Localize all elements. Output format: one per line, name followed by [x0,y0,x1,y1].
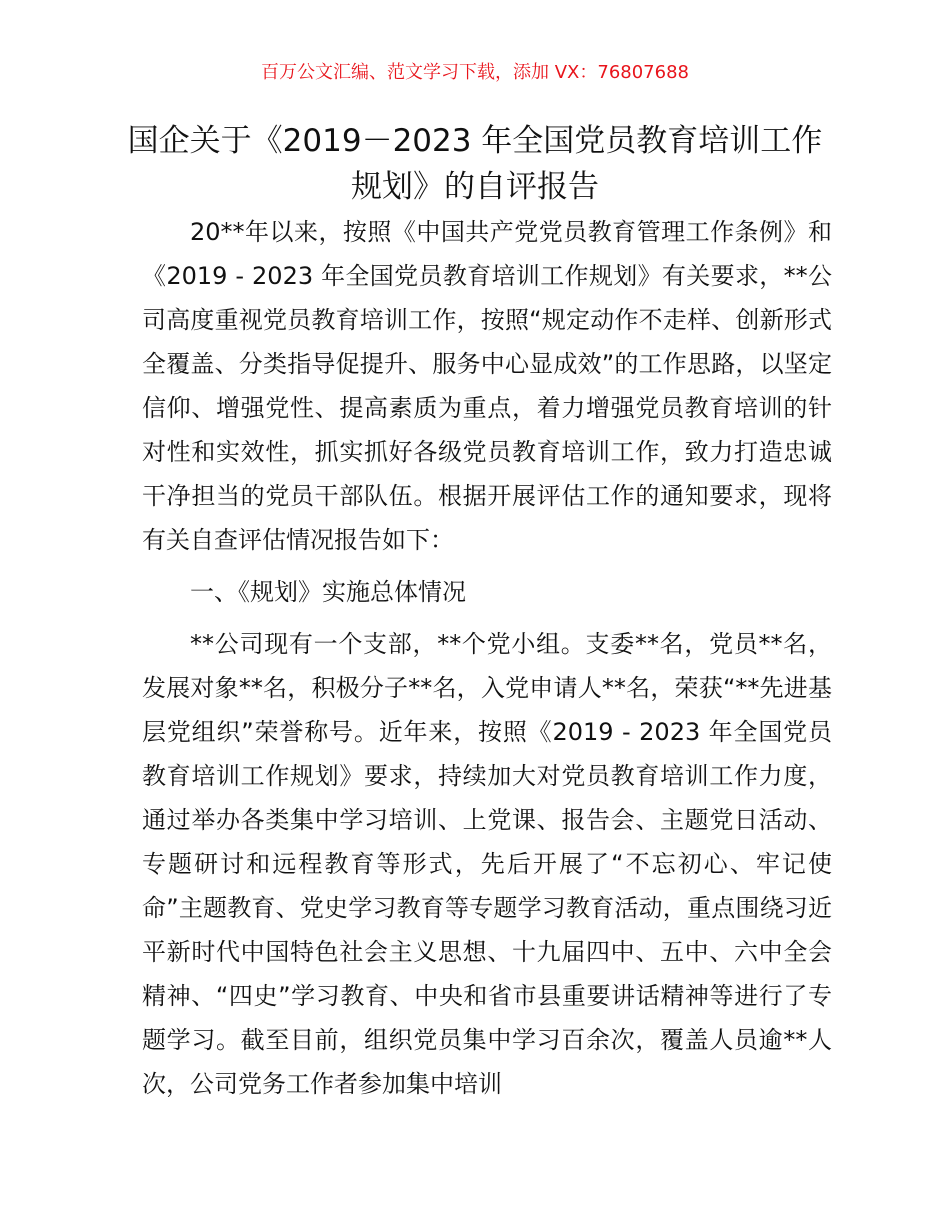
paragraph-intro: 20**年以来，按照《中国共产党党员教育管理工作条例》和《2019 - 2023 年全国党员教育培训工作规划》有关要求，**公司高度重视党员教育培训工作，按照“规定动作不走样、创新形式全覆盖、分类指导促提升、服务中心显成效”的工作思路，以坚定信仰、增强党性、提高素质为重点，着力增强党员教育培训的针对性和实效性，抓实抓好各级党员教育培训工作，致力打造忠诚干净担当的党员干部队伍。根据开展评估工作的通知要求，现将有关自查评估情况报告如下： [142,218,832,554]
header-banner: 百万公文汇编、范文学习下载，添加 VX：76807688 [261,62,689,83]
paragraph-overview: **公司现有一个支部，**个党小组。支委**名，党员**名，发展对象**名，积极分子**名，入党申请人**名，荣获“**先进基层党组织”荣誉称号。近年来，按照《2019 - 2023 年全国党员教育培训工作规划》要求，持续加大对党员教育培训工作力度，通过举办各类集中学习培训、上党课、报告会、主题党日活动、专题研讨和远程教育等形式，先后开展了“不忘初心、牢记使命”主题教育、党史学习教育等专题学习教育活动，重点围绕习近平新时代中国特色社会主义思想、十九届四中、五中、六中全会精神、“四史”学习教育、中央和省市县重要讲话精神等进行了专题学习。截至目前，组织党员集中学习百余次，覆盖人员逾**人次，公司党务工作者参加集中培训 [142,630,832,1098]
document-body [142,210,832,1106]
section-heading-1: 一、《规划》实施总体情况 [190,578,466,606]
document-title: 国企关于《2019－2023 年全国党员教育培训工作规划》的自评报告 [127,123,823,205]
